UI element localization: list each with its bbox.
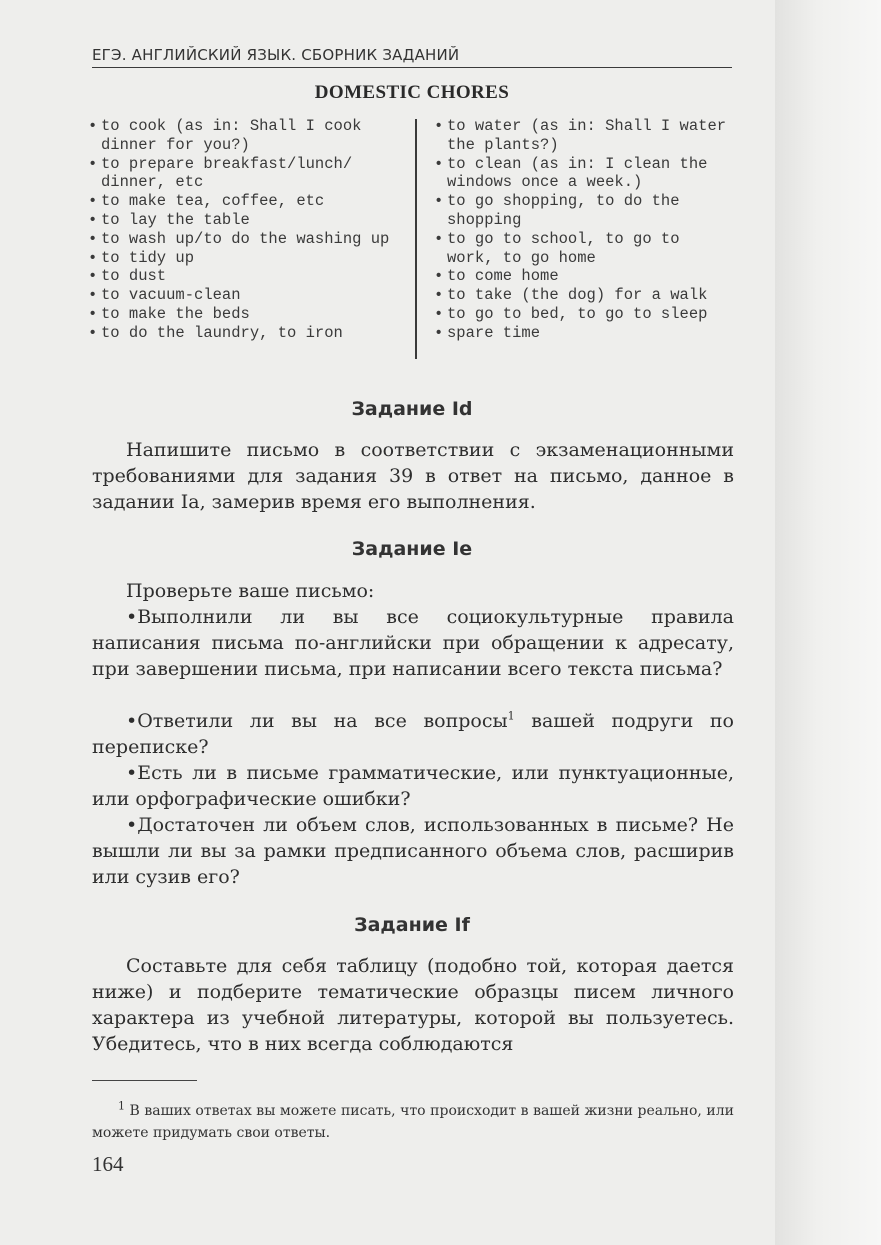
- footnote-marker: 1: [118, 1099, 125, 1113]
- list-item: • to make the beds: [88, 305, 408, 324]
- bullet-icon: [126, 814, 137, 836]
- task-d-heading: Задание Id: [351, 398, 473, 420]
- list-item: • to tidy up: [88, 249, 408, 268]
- task-e-question-4: • Достаточен ли объем слов, использованных в письме? Не вышли ли вы за рамки предписанного объема слов, расширив или сузив его?: [92, 812, 734, 890]
- list-item: • to wash up/to do the washing up: [88, 230, 408, 249]
- list-item: • to dust: [88, 267, 408, 286]
- footnote-reference: 1: [507, 709, 515, 723]
- list-item: • to lay the table: [88, 211, 408, 230]
- list-item: • to come home: [434, 267, 734, 286]
- list-item: • to make tea, coffee, etc: [88, 192, 408, 211]
- chores-left-column: [88, 117, 408, 343]
- task-f-heading: Задание If: [354, 914, 470, 936]
- running-head: ЕГЭ. АНГЛИЙСКИЙ ЯЗЫК. СБОРНИК ЗАДАНИЙ: [92, 46, 732, 68]
- footnote-rule: [92, 1080, 197, 1081]
- list-item: • to clean (as in: I clean the windows once a week.): [434, 155, 734, 193]
- list-item: • to cook (as in: Shall I cook dinner for you?): [88, 117, 408, 155]
- task-f-text: Составьте для себя таблицу (подобно той, которая дается ниже) и подберите тематические образцы писем личного характера из учебной литературы, которой вы пользуетесь. Убедитесь, что в них всегда соблюдаются: [92, 955, 734, 1055]
- list-item: • to take (the dog) for a walk: [434, 286, 734, 305]
- chores-title: DOMESTIC CHORES: [314, 82, 510, 103]
- task-e-intro: Проверьте ваше письмо:: [126, 580, 375, 602]
- page-edge-shadow: [775, 0, 881, 1245]
- list-item: • to go to bed, to go to sleep: [434, 305, 734, 324]
- task-e-question-1: • Выполнили ли вы все социокультурные правила написания письма по-английски при обращении к адресату, при завершении письма, при написании всего текста письма?: [92, 604, 734, 682]
- list-item: • to do the laundry, to iron: [88, 324, 408, 343]
- task-e-heading: Задание Ie: [351, 538, 473, 560]
- list-item: • to vacuum-clean: [88, 286, 408, 305]
- list-item: • spare time: [434, 324, 734, 343]
- chores-right-column: [434, 117, 734, 343]
- bullet-icon: [126, 606, 137, 628]
- task-e-question-3: • Есть ли в письме грамматические, или пунктуационные, или орфографические ошибки?: [92, 760, 734, 812]
- task-d-text: Напишите письмо в соответствии с экзаменационными требованиями для задания 39 в ответ на письмо, данное в задании Ia, замерив время его выполнения.: [92, 439, 734, 513]
- list-item: • to water (as in: Shall I water the plants?): [434, 117, 734, 155]
- footnote: $^1$ В ваших ответах вы можете писать, что происходит в вашей жизни реально, или можете придумать свои ответы.: [92, 1099, 734, 1141]
- list-item: • to go to school, to go to work, to go home: [434, 230, 734, 268]
- list-item: • to go shopping, to do the shopping: [434, 192, 734, 230]
- bullet-icon: [126, 762, 137, 784]
- page-number: 164: [92, 1152, 124, 1176]
- task-e-question-2: • Ответили ли вы на все вопросы$^1$ вашей подруги по переписке?: [92, 708, 734, 760]
- column-divider: [415, 119, 417, 359]
- bullet-icon: [126, 710, 137, 732]
- list-item: • to prepare breakfast/lunch/ dinner, etc: [88, 155, 408, 193]
